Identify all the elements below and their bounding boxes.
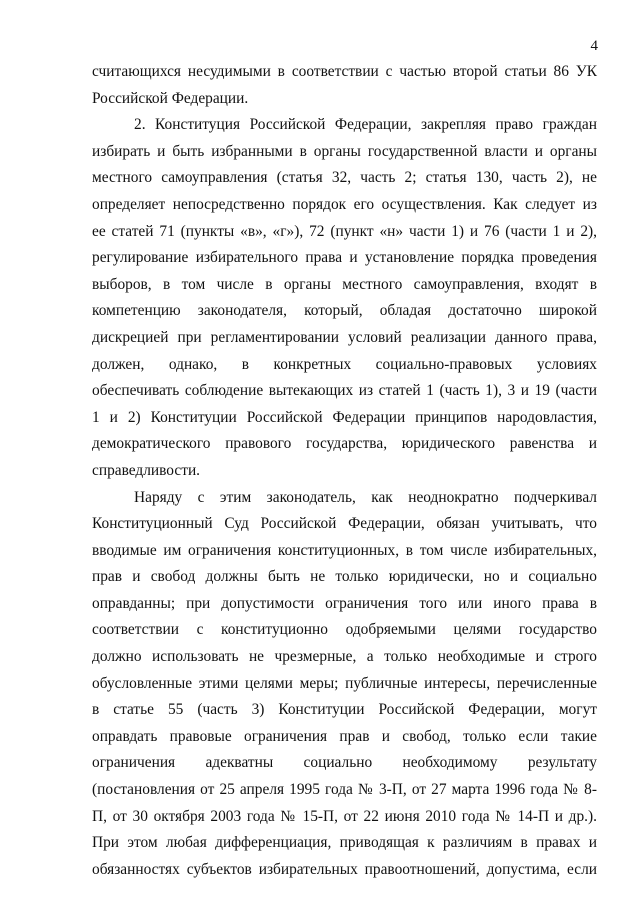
text-line: 1 и 2) Конституции Российской Федерации принципов народовластия,: [92, 408, 597, 426]
text-line: должен, однако, в конкретных социально-правовых условиях: [92, 355, 597, 373]
text-line: Наряду с этим законодатель, как неоднократно подчеркивал: [134, 488, 597, 506]
page-number: 4: [590, 38, 598, 54]
text-line: П, от 30 октября 2003 года № 15-П, от 22 июня 2010 года № 14-П и др.).: [92, 807, 597, 825]
text-line: обеспечивать соблюдение вытекающих из статей 1 (часть 1), 3 и 19 (части: [92, 382, 597, 400]
text-line: При этом любая дифференциация, приводящая к различиям в правах и: [92, 834, 597, 852]
text-line: ограничения адекватны социально необходимому результату: [92, 754, 597, 772]
text-line: вводимые им ограничения конституционных, в том числе избирательных,: [92, 541, 597, 559]
text-line: регулирование избирательного права и установление порядка проведения: [92, 249, 597, 267]
text-line: ее статей 71 (пункты «в», «г»), 72 (пункт «н» части 1) и 76 (части 1 и 2),: [92, 222, 597, 240]
text-line: дискрецией при регламентировании условий реализации данного права,: [92, 328, 597, 346]
text-line: (постановления от 25 апреля 1995 года № 3-П, от 27 марта 1996 года № 8-: [92, 781, 597, 799]
text-line: Российской Федерации.: [92, 89, 249, 107]
document-body: [92, 59, 597, 883]
text-line: обязанностях субъектов избирательных правоотношений, допустима, если: [92, 860, 597, 878]
text-line: избирать и быть избранными в органы государственной власти и органы: [92, 142, 597, 160]
text-line: местного самоуправления (статья 32, часть 2; статья 130, часть 2), не: [92, 169, 597, 187]
text-line: Конституционный Суд Российской Федерации, обязан учитывать, что: [92, 515, 597, 533]
text-line: демократического правового государства, юридического равенства и: [92, 435, 597, 453]
text-line: определяет непосредственно порядок его осуществления. Как следует из: [92, 195, 597, 213]
text-line: в статье 55 (часть 3) Конституции Российской Федерации, могут: [92, 701, 597, 719]
text-line: оправдать правовые ограничения прав и свобод, только если такие: [92, 727, 597, 745]
text-line: должно использовать не чрезмерные, а только необходимые и строго: [92, 648, 597, 666]
text-line: выборов, в том числе в органы местного самоуправления, входят в: [92, 275, 597, 293]
text-line: компетенцию законодателя, который, обладая достаточно широкой: [92, 302, 597, 320]
text-line: справедливости.: [92, 461, 201, 479]
text-line: соответствии с конституционно одобряемыми целями государство: [92, 621, 597, 639]
text-line: обусловленные этими целями меры; публичные интересы, перечисленные: [92, 674, 597, 692]
text-line: 2. Конституция Российской Федерации, закрепляя право граждан: [134, 116, 597, 134]
text-line: считающихся несудимыми в соответствии с частью второй статьи 86 УК: [92, 63, 597, 80]
text-line: прав и свобод должны быть не только юридически, но и социально: [92, 568, 597, 586]
text-line: оправданны; при допустимости ограничения того или иного права в: [92, 594, 597, 612]
